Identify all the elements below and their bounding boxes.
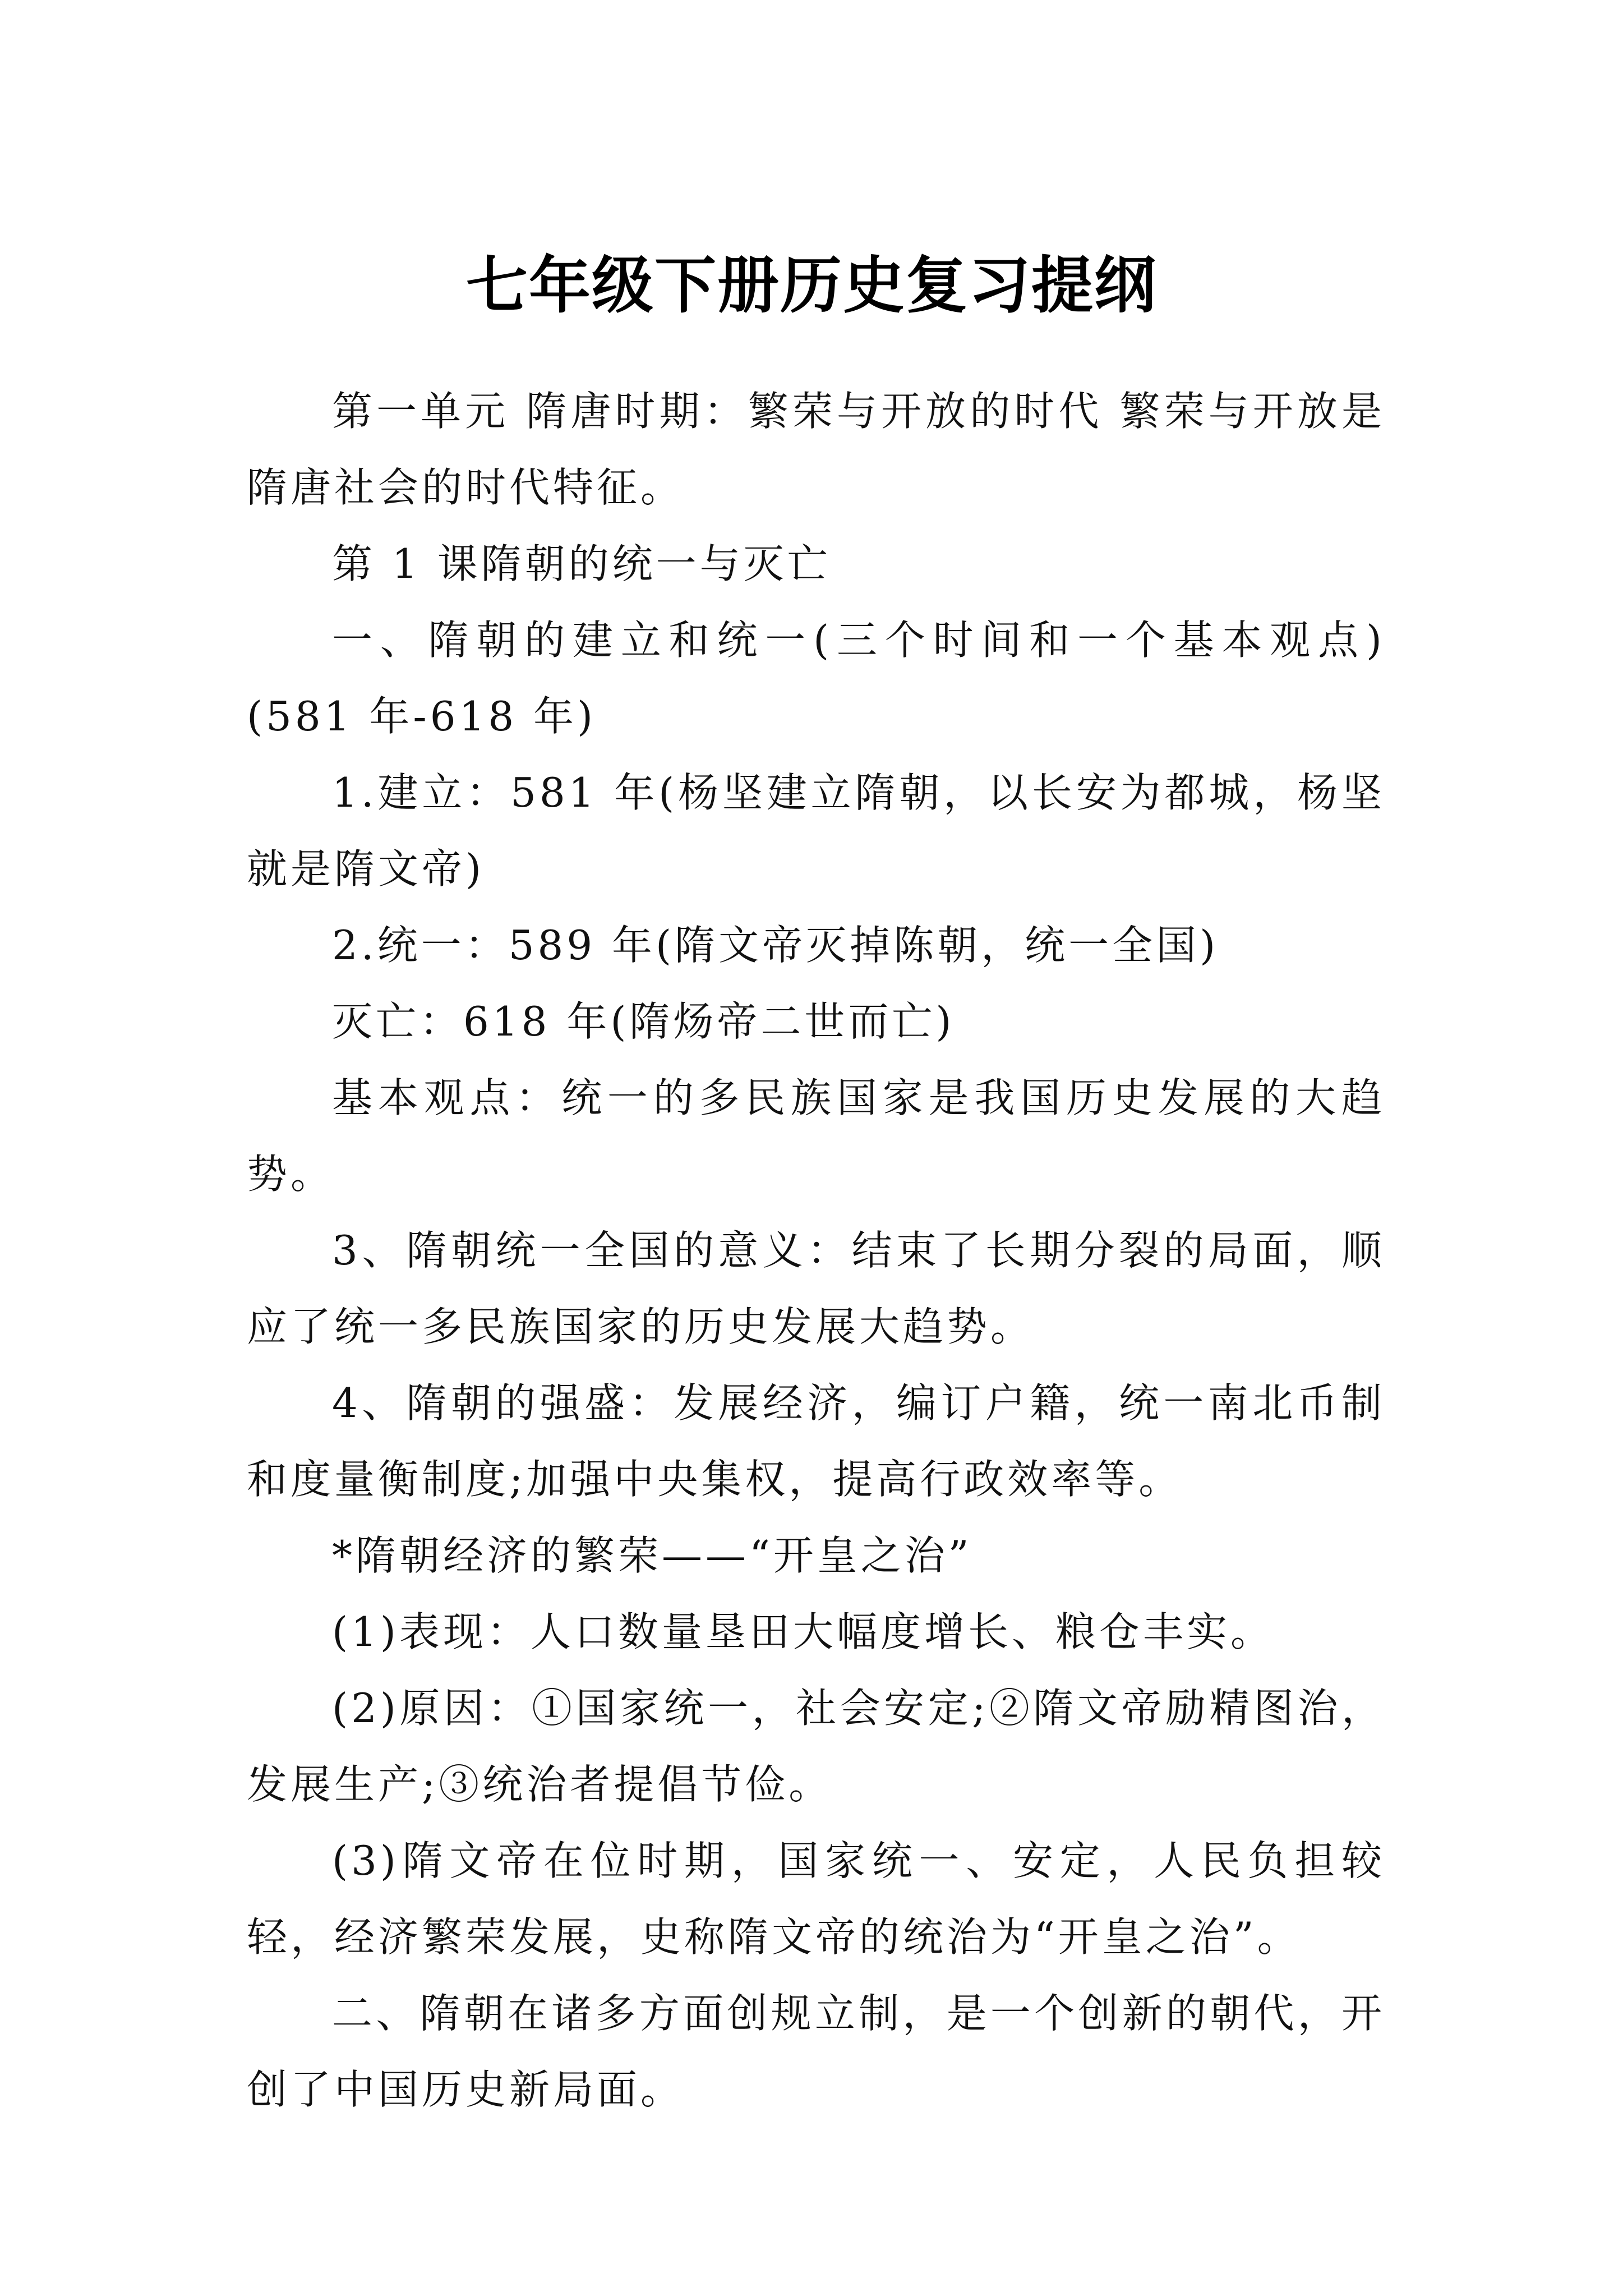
- paragraph-causes: (2)原因：①国家统一，社会安定;②隋文帝励精图治，发展生产;③统治者提倡节俭。: [247, 1685, 1385, 1808]
- paragraph-founding: 1.建立：581 年(杨坚建立隋朝，以长安为都城，杨坚就是隋文帝): [247, 769, 1385, 892]
- paragraph-unit-intro: 第一单元 隋唐时期：繁荣与开放的时代 繁荣与开放是隋唐社会的时代特征。: [247, 388, 1385, 511]
- paragraph-significance: 3、隋朝统一全国的意义：结束了长期分裂的局面，顺应了统一多民族国家的历史发展大趋势。: [247, 1227, 1385, 1350]
- paragraph-lesson-heading: 第 1 课隋朝的统一与灭亡: [332, 540, 831, 587]
- paragraph-section-two-heading: 二、隋朝在诸多方面创规立制，是一个创新的朝代，开创了中国历史新局面。: [247, 1990, 1385, 2113]
- paragraph-basic-viewpoint: 基本观点：统一的多民族国家是我国历史发展的大趋势。: [247, 1074, 1385, 1198]
- paragraph-section-one-heading: 一、隋朝的建立和统一(三个时间和一个基本观点)(581 年-618 年): [247, 616, 1385, 740]
- document-title: 七年级下册历史复习提纲: [466, 249, 1157, 321]
- paragraph-manifestation: (1)表现：人口数量垦田大幅度增长、粮仓丰实。: [332, 1608, 1274, 1655]
- paragraph-prosperity: 4、隋朝的强盛：发展经济，编订户籍，统一南北币制和度量衡制度;加强中央集权，提高行政效率等。: [247, 1379, 1385, 1503]
- paragraph-kaihuang-summary: (3)隋文帝在位时期，国家统一、安定，人民负担较轻，经济繁荣发展，史称隋文帝的统治为“开皇之治”。: [247, 1837, 1385, 1961]
- paragraph-kaihuang-heading: *隋朝经济的繁荣——“开皇之治”: [332, 1532, 972, 1579]
- paragraph-unification: 2.统一：589 年(隋文帝灭掉陈朝，统一全国): [332, 922, 1219, 969]
- document-body: [247, 373, 1385, 2128]
- paragraph-fall: 灭亡：618 年(隋炀帝二世而亡): [332, 998, 955, 1045]
